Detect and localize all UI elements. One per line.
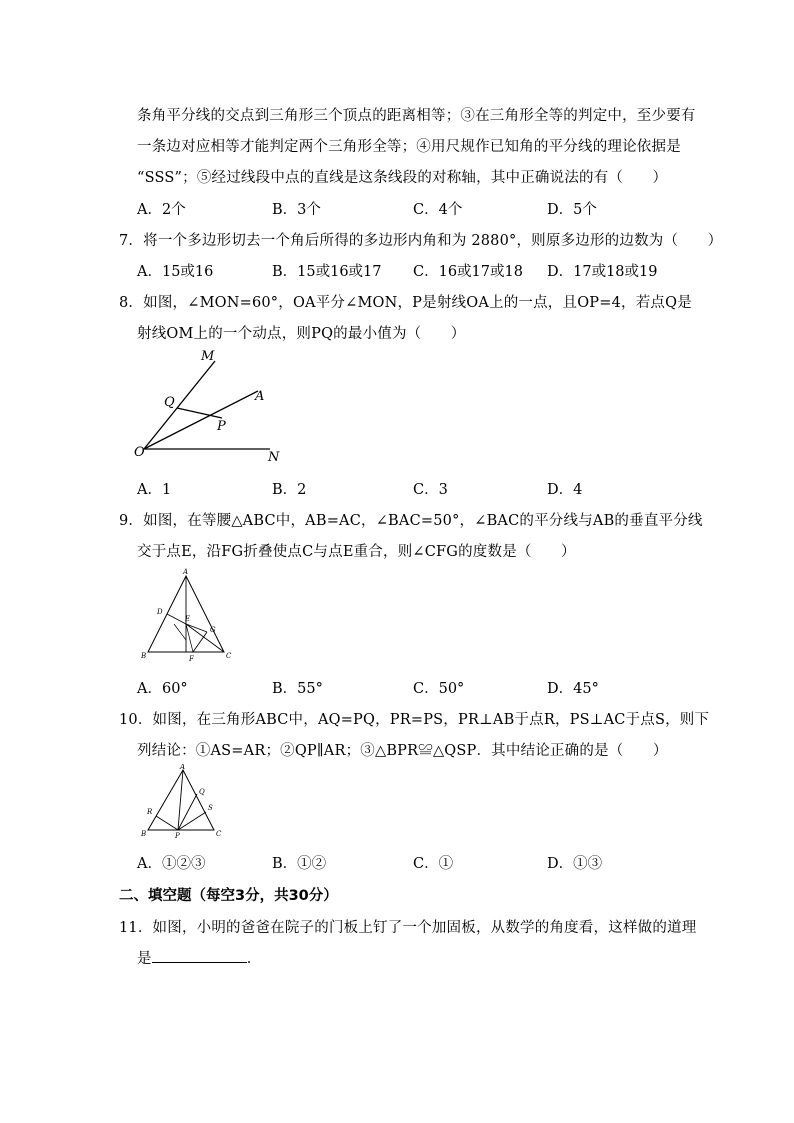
q6-line-3: “SSS”；⑤经过线段中点的直线是这条线段的对称轴，其中正确说法的有（ ） [137, 170, 668, 186]
q9-label-d: D [157, 608, 163, 616]
q9-options [137, 677, 657, 697]
q8-line-2: 射线OM上的一个动点，则PQ的最小值为（ ） [137, 326, 466, 342]
q6-option-c[interactable]: C．4个 [413, 202, 463, 218]
q9-option-a[interactable]: A．60° [137, 681, 188, 697]
q10-label-c: C [216, 830, 222, 838]
q11-line-1: 11．如图，小明的爸爸在院子的门板上钉了一个加固板，从数学的角度看，这样做的道理 [119, 920, 697, 936]
q9-label-f: F [189, 655, 194, 663]
q10-label-a: A [180, 764, 186, 771]
q8-option-b[interactable]: B．2 [272, 482, 307, 498]
q10-options [137, 852, 657, 872]
q10-label-b: B [141, 830, 147, 838]
q10-option-d[interactable]: D．①③ [547, 856, 603, 872]
section-fill-in-title: 二、填空题（每空3分，共30分） [119, 888, 338, 904]
q8-figure [130, 345, 290, 470]
q9-option-b[interactable]: B．55° [272, 681, 323, 697]
q8-line-1: 8．如图，∠MON=60°，OA平分∠MON，P是射线OA上的一点，且OP=4，若点Q是 [119, 295, 692, 311]
q7-option-d[interactable]: D．17或18或19 [547, 264, 658, 280]
q7-option-b[interactable]: B．15或16或17 [272, 264, 382, 280]
q10-label-s: S [208, 804, 213, 812]
q8-options [137, 478, 657, 498]
q8-label-q: Q [164, 395, 175, 410]
q11-answer-blank[interactable] [152, 948, 247, 963]
q11-line-2 [137, 947, 261, 968]
q11-suffix: ． [246, 951, 262, 967]
q9-label-e: E [185, 615, 191, 623]
q9-option-c[interactable]: C．50° [413, 681, 465, 697]
q7-text: 7．将一个多边形切去一个角后所得的多边形内角和为 2880°，则原多边形的边数为（ ） [119, 233, 723, 249]
q8-label-n: N [268, 450, 280, 465]
q8-option-c[interactable]: C．3 [413, 482, 448, 498]
q10-label-p: P [175, 832, 180, 839]
q7-options [137, 260, 657, 280]
q8-option-d[interactable]: D．4 [547, 482, 583, 498]
q8-label-p: P [217, 419, 226, 434]
q6-line-2: 一条边对应相等才能判定两个三角形全等；④用尺规作已知角的平分线的理论依据是 [137, 139, 681, 155]
q8-label-m: M [201, 349, 215, 364]
q9-label-a: A [183, 568, 189, 576]
q10-line-1: 10．如图，在三角形ABC中，AQ=PQ，PR=PS，PR⊥AB于点R，PS⊥AC于点S，则下 [119, 712, 710, 728]
q10-option-a[interactable]: A．①②③ [137, 856, 206, 872]
q10-option-c[interactable]: C．① [413, 856, 454, 872]
q9-line-2: 交于点E，沿FG折叠使点C与点E重合，则∠CFG的度数是（ ） [137, 544, 576, 560]
q10-label-r: R [147, 808, 153, 816]
q11-prefix: 是 [137, 951, 152, 967]
q10-line-2: 列结论：①AS=AR；②QP∥AR；③△BPR≌△QSP．其中结论正确的是（ ） [137, 743, 668, 759]
q9-line-1: 9．如图，在等腰△ABC中，AB=AC，∠BAC=50°，∠BAC的平分线与AB的垂直平分线 [119, 513, 703, 529]
q6-option-a[interactable]: A．2个 [137, 202, 186, 218]
q9-figure [138, 566, 238, 666]
q6-line-1: 条角平分线的交点到三角形三个顶点的距离相等；③在三角形全等的判定中，至少要有 [137, 108, 696, 124]
q8-option-a[interactable]: A．1 [137, 482, 172, 498]
q9-option-d[interactable]: D．45° [547, 681, 599, 697]
q8-label-o: O [134, 445, 145, 460]
q6-option-b[interactable]: B．3个 [272, 202, 321, 218]
q9-label-c: C [226, 652, 232, 660]
q10-option-b[interactable]: B．①② [272, 856, 327, 872]
q6-option-d[interactable]: D．5个 [547, 202, 597, 218]
q9-label-b: B [141, 652, 147, 660]
q7-option-c[interactable]: C．16或17或18 [413, 264, 523, 280]
q7-option-a[interactable]: A．15或16 [137, 264, 214, 280]
q6-options [137, 198, 657, 218]
q8-label-a: A [255, 389, 265, 404]
q10-label-q: Q [199, 788, 205, 796]
q10-figure [138, 764, 228, 839]
q9-label-g: G [210, 626, 216, 634]
